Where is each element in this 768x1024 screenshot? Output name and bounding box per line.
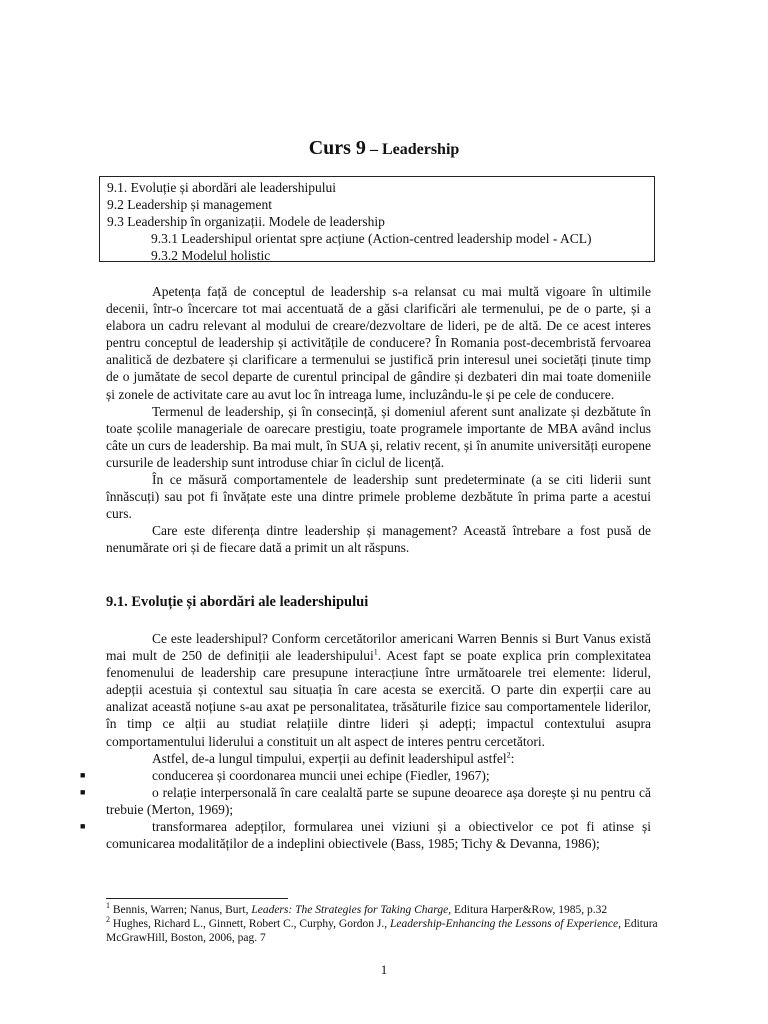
bullet-icon: ■ [80, 821, 86, 832]
list-item-text: transformarea adepților, formularea unei viziuni și a obiectivelor ce pot fi atinse și comunicarea modalităților de a indeplini obiectivele (Bass, 1985; Tichy & Devanna, 1986); [106, 819, 651, 852]
paragraph: Care este diferența dintre leadership și management? Această întrebare a fost pusă de nenumărate ori și de fiecare dată a primit un alt răspuns. [106, 523, 651, 556]
toc-subitem: 9.3.1 Leadershipul orientat spre acțiune (Action-centred leadership model - ACL) [151, 231, 592, 246]
footnote-ref: 2 [506, 750, 511, 760]
toc-subitem: 9.3.2 Modelul holistic [151, 248, 271, 263]
paragraph [106, 630, 651, 750]
footnote-title: Leadership-Enhancing the Lessons of Experience [390, 918, 619, 930]
paragraph-text: . Acest fapt se poate explica prin complexitatea fenomenului de leadership care presupune interacțiune între următoarele trei elemente: liderul, adepții acestuia și contextul sau situația în care acesta se exercită. O parte din experții care au analizat această noțiune s-au axat pe personalitatea, trăsăturile fizice sau comportamentele liderilor, în timp ce alții au studiat relațiile dintre lideri și adepți; impactul contextului asupra comportamentului liderului a constituit un alt aspect de interes pentru cercetători. [106, 648, 651, 749]
footnote-text: , Editura McGrawHill, Boston, 2006, pag. 7 [106, 918, 658, 944]
bullet-icon: ■ [80, 786, 86, 797]
paragraph: Termenul de leadership, și în consecință, și domeniul aferent sunt analizate și dezbătute în toate școlile manageriale de oarecare prestigiu, toate programele importante de MBA având inclus câte un curs de leadership. Ba mai mult, în SUA și, relativ recent, și în anumite universități europene cursurile de leadership sunt introduse chiar în ciclul de licență. [106, 403, 651, 470]
list-item [80, 784, 651, 818]
paragraph-text: Ce este leadershipul? Conform cercetătorilor americani Warren Bennis si Burt Vanus există mai mult de 250 de definiții ale leadershipului [106, 631, 651, 664]
toc-item: 9.3 Leadership în organizații. Modele de leadership [107, 214, 385, 229]
footnotes [106, 903, 666, 945]
bullet-icon: ■ [80, 769, 86, 780]
title-sub: – Leadership [365, 141, 460, 158]
list-item [80, 818, 651, 852]
page-title [0, 136, 768, 162]
table-of-contents [99, 176, 655, 262]
toc-item: 9.2 Leadership și management [107, 197, 272, 212]
footnote-text: , Editura Harper&Row, 1985, p.32 [448, 904, 608, 916]
list-item-text: o relație interpersonală în care cealaltă parte se supune deoarece așa dorește și nu pentru că trebuie (Merton, 1969); [106, 784, 651, 817]
toc-item: 9.1. Evoluție și abordări ale leadershipului [107, 180, 337, 195]
intro-text [106, 283, 651, 557]
paragraph [106, 750, 651, 767]
paragraph-text: : [510, 750, 515, 766]
footnote-number: 2 [106, 915, 110, 925]
page-number: 1 [380, 962, 388, 977]
section-text [80, 630, 651, 852]
list-item-text: conducerea și coordonarea muncii unei echipe (Fiedler, 1967); [152, 767, 490, 783]
title-main: Curs 9 [308, 137, 366, 159]
footnote-title: Leaders: The Strategies for Taking Charge [251, 904, 449, 916]
footnote [106, 917, 666, 945]
section-heading: 9.1. Evoluție și abordări ale leadershipului [106, 594, 369, 610]
paragraph-text: Astfel, de-a lungul timpului, experții au definit leadershipul astfel [152, 750, 507, 766]
footnote-text: Hughes, Richard L., Ginnett, Robert C., Curphy, Gordon J., [110, 918, 391, 930]
footnote [106, 903, 666, 917]
footnote-ref: 1 [373, 647, 378, 657]
footnote-divider [106, 898, 288, 899]
paragraph: Apetența față de conceptul de leadership s-a relansat cu mai multă vigoare în ultimile decenii, într-o încercare tot mai accentuată de a găsi clarificări ale termenului, pe de o parte, și a elabora un cadru relevant al modului de creare/dezvoltare de lideri, pe de altă. De ce acest interes pentru conceptul de leadership și activitățile de conducere? În Romania post-decembristă fervoarea analitică de dezbatere și clarificare a termenului se justifică prin interesul unei societăți ținute timp de o jumătate de secol departe de curentul principal de gândire și dezbateri din mai toate domeniile și zonele de activitate care au avut loc în intreaga lume, incluzându-le și pe cele de conducere. [106, 284, 651, 402]
list-item [80, 767, 651, 784]
paragraph: În ce măsură comportamentele de leadership sunt predeterminate (a se citi liderii sunt înnăscuți) sau pot fi învățate este una dintre primele probleme dezbătute în prima parte a acestui curs. [106, 472, 651, 522]
footnote-number: 1 [106, 901, 110, 911]
definitions-list [80, 767, 651, 852]
footnote-text: Bennis, Warren; Nanus, Burt, [110, 904, 252, 916]
